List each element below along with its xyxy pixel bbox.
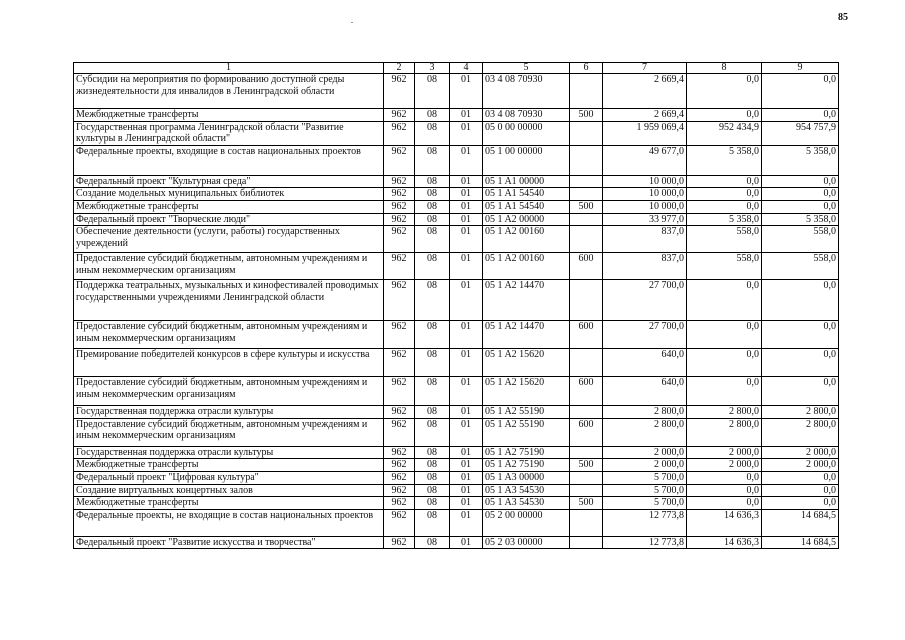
amount-col8-cell: 5 358,0 [687, 145, 762, 175]
row-name-cell: Поддержка театральных, музыкальных и кинофестивалей проводимых государственными учреждениями Ленинградской области [74, 280, 384, 321]
target-article-cell: 03 4 08 70930 [483, 109, 570, 122]
target-article-cell: 05 1 A2 75190 [483, 446, 570, 459]
subsection-code-cell: 01 [450, 145, 483, 175]
grbs-code-cell: 962 [384, 471, 415, 484]
section-code-cell: 08 [415, 459, 450, 472]
amount-col9-cell: 558,0 [762, 253, 839, 280]
expense-type-cell [570, 121, 603, 145]
expense-type-cell [570, 509, 603, 536]
amount-col8-cell: 0,0 [687, 74, 762, 109]
amount-col8-cell: 558,0 [687, 253, 762, 280]
expense-type-cell [570, 188, 603, 201]
table-row [74, 484, 839, 497]
section-code-cell: 08 [415, 121, 450, 145]
grbs-code-cell: 962 [384, 175, 415, 188]
expense-type-cell [570, 536, 603, 549]
amount-col8-cell: 2 000,0 [687, 459, 762, 472]
amount-col8-cell: 0,0 [687, 377, 762, 406]
subsection-code-cell: 01 [450, 349, 483, 377]
row-name-cell: Федеральный проект "Творческие люди" [74, 213, 384, 226]
amount-col9-cell: 0,0 [762, 74, 839, 109]
target-article-cell: 05 1 A2 14470 [483, 321, 570, 349]
scan-artifact [351, 22, 353, 23]
amount-col8-cell: 2 000,0 [687, 446, 762, 459]
target-article-cell: 05 1 A1 54540 [483, 200, 570, 213]
amount-col7-cell: 27 700,0 [603, 321, 687, 349]
table-row [74, 175, 839, 188]
target-article-cell: 05 1 A2 14470 [483, 280, 570, 321]
amount-col7-cell: 10 000,0 [603, 175, 687, 188]
amount-col9-cell: 558,0 [762, 226, 839, 253]
amount-col8-cell: 0,0 [687, 321, 762, 349]
expense-type-cell [570, 226, 603, 253]
expense-type-cell: 500 [570, 497, 603, 510]
row-name-cell: Предоставление субсидий бюджетным, автономным учреждениям и иным некоммерческим организациям [74, 253, 384, 280]
grbs-code-cell: 962 [384, 349, 415, 377]
amount-col7-cell: 640,0 [603, 377, 687, 406]
table-row [74, 418, 839, 446]
target-article-cell: 05 2 03 00000 [483, 536, 570, 549]
table-row [74, 253, 839, 280]
grbs-code-cell: 962 [384, 497, 415, 510]
expense-type-cell: 600 [570, 377, 603, 406]
section-code-cell: 08 [415, 418, 450, 446]
amount-col8-cell: 5 358,0 [687, 213, 762, 226]
table-row [74, 349, 839, 377]
row-name-cell: Создание виртуальных концертных залов [74, 484, 384, 497]
amount-col9-cell: 0,0 [762, 109, 839, 122]
table-row [74, 509, 839, 536]
header-cell: 7 [603, 63, 687, 74]
expense-type-cell [570, 145, 603, 175]
target-article-cell: 05 1 A1 54540 [483, 188, 570, 201]
table-row [74, 280, 839, 321]
amount-col8-cell: 0,0 [687, 175, 762, 188]
expense-type-cell [570, 406, 603, 419]
section-code-cell: 08 [415, 321, 450, 349]
expense-type-cell: 600 [570, 321, 603, 349]
section-code-cell: 08 [415, 536, 450, 549]
amount-col9-cell: 0,0 [762, 200, 839, 213]
amount-col8-cell: 14 636,3 [687, 536, 762, 549]
expense-type-cell: 600 [570, 253, 603, 280]
amount-col9-cell: 0,0 [762, 175, 839, 188]
amount-col8-cell: 2 800,0 [687, 418, 762, 446]
target-article-cell: 05 1 A2 55190 [483, 406, 570, 419]
target-article-cell: 03 4 08 70930 [483, 74, 570, 109]
subsection-code-cell: 01 [450, 226, 483, 253]
section-code-cell: 08 [415, 226, 450, 253]
amount-col8-cell: 0,0 [687, 497, 762, 510]
section-code-cell: 08 [415, 471, 450, 484]
target-article-cell: 05 1 A3 00000 [483, 471, 570, 484]
amount-col7-cell: 27 700,0 [603, 280, 687, 321]
section-code-cell: 08 [415, 213, 450, 226]
amount-col9-cell: 0,0 [762, 280, 839, 321]
amount-col8-cell: 0,0 [687, 484, 762, 497]
target-article-cell: 05 1 A3 54530 [483, 484, 570, 497]
expense-type-cell [570, 74, 603, 109]
expense-type-cell: 500 [570, 200, 603, 213]
amount-col8-cell: 0,0 [687, 471, 762, 484]
amount-col7-cell: 2 800,0 [603, 406, 687, 419]
amount-col9-cell: 5 358,0 [762, 213, 839, 226]
subsection-code-cell: 01 [450, 459, 483, 472]
subsection-code-cell: 01 [450, 109, 483, 122]
amount-col8-cell: 14 636,3 [687, 509, 762, 536]
row-name-cell: Федеральные проекты, входящие в состав национальных проектов [74, 145, 384, 175]
grbs-code-cell: 962 [384, 109, 415, 122]
expense-type-cell: 500 [570, 459, 603, 472]
subsection-code-cell: 01 [450, 253, 483, 280]
amount-col9-cell: 0,0 [762, 188, 839, 201]
section-code-cell: 08 [415, 253, 450, 280]
header-cell: 1 [74, 63, 384, 74]
row-name-cell: Создание модельных муниципальных библиотек [74, 188, 384, 201]
section-code-cell: 08 [415, 349, 450, 377]
section-code-cell: 08 [415, 175, 450, 188]
target-article-cell: 05 1 A3 54530 [483, 497, 570, 510]
subsection-code-cell: 01 [450, 321, 483, 349]
section-code-cell: 08 [415, 446, 450, 459]
amount-col8-cell: 952 434,9 [687, 121, 762, 145]
grbs-code-cell: 962 [384, 418, 415, 446]
table-row [74, 226, 839, 253]
table-row [74, 377, 839, 406]
table-row [74, 188, 839, 201]
amount-col9-cell: 14 684,5 [762, 536, 839, 549]
amount-col9-cell: 0,0 [762, 377, 839, 406]
table-row [74, 321, 839, 349]
row-name-cell: Государственная поддержка отрасли культуры [74, 406, 384, 419]
target-article-cell: 05 1 A2 15620 [483, 377, 570, 406]
grbs-code-cell: 962 [384, 536, 415, 549]
expense-type-cell [570, 471, 603, 484]
amount-col9-cell: 954 757,9 [762, 121, 839, 145]
amount-col7-cell: 12 773,8 [603, 509, 687, 536]
amount-col9-cell: 2 000,0 [762, 446, 839, 459]
expense-type-cell [570, 446, 603, 459]
amount-col7-cell: 837,0 [603, 253, 687, 280]
subsection-code-cell: 01 [450, 213, 483, 226]
table-row [74, 213, 839, 226]
amount-col7-cell: 2 669,4 [603, 109, 687, 122]
row-name-cell: Федеральный проект "Культурная среда" [74, 175, 384, 188]
grbs-code-cell: 962 [384, 121, 415, 145]
expense-type-cell [570, 175, 603, 188]
amount-col7-cell: 2 669,4 [603, 74, 687, 109]
amount-col9-cell: 0,0 [762, 497, 839, 510]
grbs-code-cell: 962 [384, 459, 415, 472]
target-article-cell: 05 1 00 00000 [483, 145, 570, 175]
table-row [74, 497, 839, 510]
amount-col9-cell: 2 000,0 [762, 459, 839, 472]
target-article-cell: 05 1 A2 00160 [483, 226, 570, 253]
section-code-cell: 08 [415, 406, 450, 419]
table-row [74, 121, 839, 145]
section-code-cell: 08 [415, 200, 450, 213]
row-name-cell: Федеральный проект "Цифровая культура" [74, 471, 384, 484]
table-row [74, 406, 839, 419]
subsection-code-cell: 01 [450, 175, 483, 188]
grbs-code-cell: 962 [384, 253, 415, 280]
target-article-cell: 05 1 A2 00000 [483, 213, 570, 226]
subsection-code-cell: 01 [450, 497, 483, 510]
grbs-code-cell: 962 [384, 446, 415, 459]
row-name-cell: Межбюджетные трансферты [74, 200, 384, 213]
row-name-cell: Государственная поддержка отрасли культуры [74, 446, 384, 459]
subsection-code-cell: 01 [450, 446, 483, 459]
target-article-cell: 05 1 A1 00000 [483, 175, 570, 188]
subsection-code-cell: 01 [450, 377, 483, 406]
header-cell: 4 [450, 63, 483, 74]
header-cell: 3 [415, 63, 450, 74]
amount-col8-cell: 0,0 [687, 280, 762, 321]
amount-col8-cell: 0,0 [687, 188, 762, 201]
section-code-cell: 08 [415, 188, 450, 201]
grbs-code-cell: 962 [384, 74, 415, 109]
grbs-code-cell: 962 [384, 188, 415, 201]
target-article-cell: 05 0 00 00000 [483, 121, 570, 145]
table-row [74, 145, 839, 175]
amount-col7-cell: 12 773,8 [603, 536, 687, 549]
section-code-cell: 08 [415, 145, 450, 175]
subsection-code-cell: 01 [450, 121, 483, 145]
header-cell: 9 [762, 63, 839, 74]
row-name-cell: Предоставление субсидий бюджетным, автономным учреждениям и иным некоммерческим организациям [74, 418, 384, 446]
section-code-cell: 08 [415, 74, 450, 109]
row-name-cell: Федеральный проект "Развитие искусства и творчества" [74, 536, 384, 549]
grbs-code-cell: 962 [384, 280, 415, 321]
amount-col7-cell: 49 677,0 [603, 145, 687, 175]
amount-col7-cell: 640,0 [603, 349, 687, 377]
section-code-cell: 08 [415, 497, 450, 510]
subsection-code-cell: 01 [450, 536, 483, 549]
subsection-code-cell: 01 [450, 484, 483, 497]
row-name-cell: Федеральные проекты, не входящие в состав национальных проектов [74, 509, 384, 536]
row-name-cell: Межбюджетные трансферты [74, 497, 384, 510]
header-cell: 5 [483, 63, 570, 74]
row-name-cell: Предоставление субсидий бюджетным, автономным учреждениям и иным некоммерческим организациям [74, 377, 384, 406]
target-article-cell: 05 1 A2 55190 [483, 418, 570, 446]
budget-table [73, 62, 839, 549]
amount-col7-cell: 837,0 [603, 226, 687, 253]
amount-col9-cell: 0,0 [762, 321, 839, 349]
header-cell: 6 [570, 63, 603, 74]
amount-col9-cell: 5 358,0 [762, 145, 839, 175]
expense-type-cell [570, 349, 603, 377]
subsection-code-cell: 01 [450, 509, 483, 536]
table-body [74, 74, 839, 549]
subsection-code-cell: 01 [450, 471, 483, 484]
section-code-cell: 08 [415, 484, 450, 497]
amount-col7-cell: 2 000,0 [603, 446, 687, 459]
row-name-cell: Межбюджетные трансферты [74, 459, 384, 472]
subsection-code-cell: 01 [450, 188, 483, 201]
expense-type-cell: 600 [570, 418, 603, 446]
row-name-cell: Межбюджетные трансферты [74, 109, 384, 122]
target-article-cell: 05 1 A2 75190 [483, 459, 570, 472]
amount-col7-cell: 2 000,0 [603, 459, 687, 472]
amount-col9-cell: 2 800,0 [762, 418, 839, 446]
row-name-cell: Предоставление субсидий бюджетным, автономным учреждениям и иным некоммерческим организациям [74, 321, 384, 349]
subsection-code-cell: 01 [450, 406, 483, 419]
section-code-cell: 08 [415, 377, 450, 406]
table-row [74, 536, 839, 549]
table-row [74, 459, 839, 472]
row-name-cell: Государственная программа Ленинградской области "Развитие культуры в Ленинградской области" [74, 121, 384, 145]
grbs-code-cell: 962 [384, 213, 415, 226]
table-header-row [74, 63, 839, 74]
grbs-code-cell: 962 [384, 200, 415, 213]
target-article-cell: 05 1 A2 15620 [483, 349, 570, 377]
expense-type-cell [570, 280, 603, 321]
grbs-code-cell: 962 [384, 406, 415, 419]
table-row [74, 200, 839, 213]
amount-col7-cell: 2 800,0 [603, 418, 687, 446]
table-row [74, 74, 839, 109]
grbs-code-cell: 962 [384, 145, 415, 175]
amount-col9-cell: 0,0 [762, 471, 839, 484]
grbs-code-cell: 962 [384, 484, 415, 497]
row-name-cell: Премирование победителей конкурсов в сфере культуры и искусства [74, 349, 384, 377]
amount-col8-cell: 558,0 [687, 226, 762, 253]
subsection-code-cell: 01 [450, 200, 483, 213]
amount-col9-cell: 14 684,5 [762, 509, 839, 536]
expense-type-cell [570, 484, 603, 497]
expense-type-cell [570, 213, 603, 226]
header-cell: 2 [384, 63, 415, 74]
amount-col8-cell: 0,0 [687, 109, 762, 122]
amount-col7-cell: 5 700,0 [603, 484, 687, 497]
amount-col7-cell: 5 700,0 [603, 497, 687, 510]
amount-col7-cell: 10 000,0 [603, 188, 687, 201]
row-name-cell: Субсидии на мероприятия по формированию доступной среды жизнедеятельности для инвалидов в Ленинградской области [74, 74, 384, 109]
target-article-cell: 05 1 A2 00160 [483, 253, 570, 280]
page-number: 85 [838, 12, 848, 23]
amount-col9-cell: 0,0 [762, 484, 839, 497]
grbs-code-cell: 962 [384, 321, 415, 349]
section-code-cell: 08 [415, 509, 450, 536]
expense-type-cell: 500 [570, 109, 603, 122]
amount-col7-cell: 10 000,0 [603, 200, 687, 213]
amount-col7-cell: 5 700,0 [603, 471, 687, 484]
row-name-cell: Обеспечение деятельности (услуги, работы) государственных учреждений [74, 226, 384, 253]
subsection-code-cell: 01 [450, 418, 483, 446]
target-article-cell: 05 2 00 00000 [483, 509, 570, 536]
grbs-code-cell: 962 [384, 509, 415, 536]
grbs-code-cell: 962 [384, 226, 415, 253]
header-cell: 8 [687, 63, 762, 74]
subsection-code-cell: 01 [450, 74, 483, 109]
amount-col8-cell: 0,0 [687, 200, 762, 213]
amount-col7-cell: 1 959 069,4 [603, 121, 687, 145]
grbs-code-cell: 962 [384, 377, 415, 406]
section-code-cell: 08 [415, 109, 450, 122]
section-code-cell: 08 [415, 280, 450, 321]
table-row [74, 446, 839, 459]
amount-col9-cell: 2 800,0 [762, 406, 839, 419]
amount-col8-cell: 2 800,0 [687, 406, 762, 419]
table-row [74, 471, 839, 484]
subsection-code-cell: 01 [450, 280, 483, 321]
amount-col8-cell: 0,0 [687, 349, 762, 377]
table-row [74, 109, 839, 122]
amount-col7-cell: 33 977,0 [603, 213, 687, 226]
amount-col9-cell: 0,0 [762, 349, 839, 377]
